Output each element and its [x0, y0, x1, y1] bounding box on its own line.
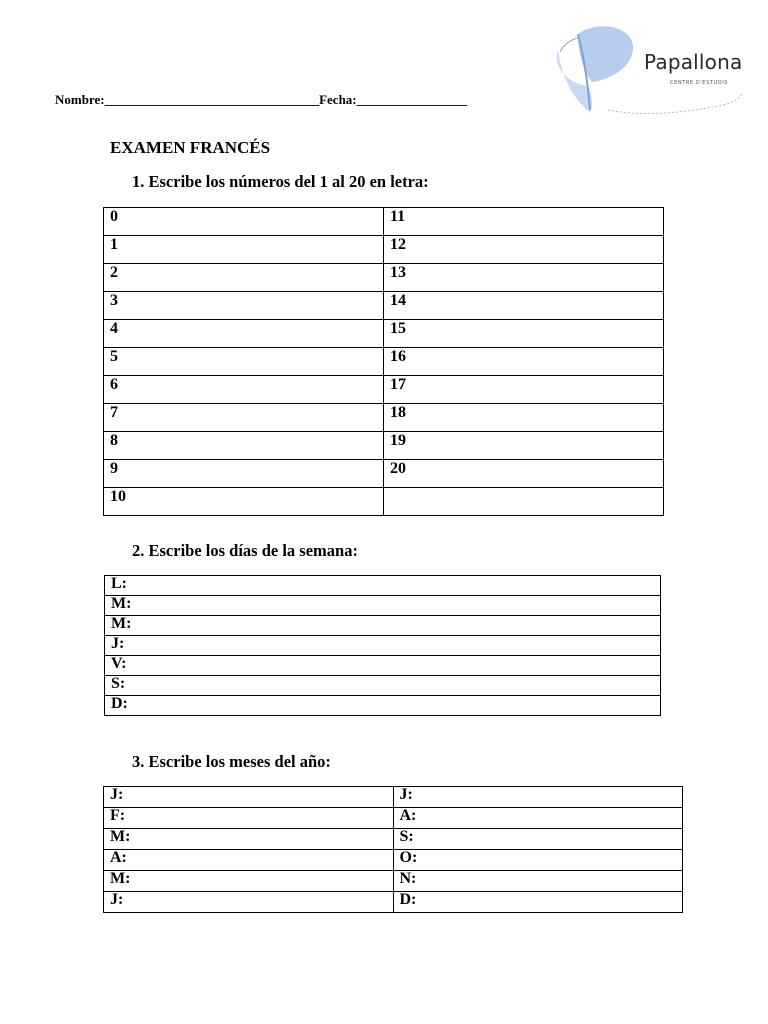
table-cell[interactable]: M: — [104, 829, 394, 850]
table-cell[interactable]: M: — [104, 871, 394, 892]
name-field[interactable]: _________________________________ — [104, 92, 320, 107]
table-cell[interactable]: J: — [105, 636, 661, 656]
logo-subtitle: CENTRE D'ESTUDIS — [670, 80, 729, 86]
numbers-table — [103, 207, 664, 516]
table-cell[interactable]: 1 — [104, 236, 384, 264]
table-cell[interactable]: O: — [393, 850, 683, 871]
table-cell[interactable]: F: — [104, 808, 394, 829]
table-cell[interactable]: M: — [105, 616, 661, 636]
table-cell[interactable]: 10 — [104, 488, 384, 516]
table-cell[interactable]: 5 — [104, 348, 384, 376]
table-row — [105, 656, 661, 676]
table-cell[interactable]: 2 — [104, 264, 384, 292]
date-field[interactable]: _________________ — [356, 92, 468, 107]
table-cell[interactable]: 3 — [104, 292, 384, 320]
table-row — [105, 696, 661, 716]
table-row — [104, 850, 683, 871]
table-row — [105, 676, 661, 696]
table-cell[interactable] — [384, 488, 664, 516]
table-row — [104, 829, 683, 850]
table-cell[interactable]: N: — [393, 871, 683, 892]
question-3-title: 3. Escribe los meses del año: — [132, 752, 331, 771]
table-cell[interactable]: S: — [105, 676, 661, 696]
table-cell[interactable]: 18 — [384, 404, 664, 432]
table-row — [104, 292, 664, 320]
table-cell[interactable]: V: — [105, 656, 661, 676]
table-row — [105, 596, 661, 616]
header-line — [55, 92, 467, 108]
table-cell[interactable]: A: — [393, 808, 683, 829]
table-cell[interactable]: 7 — [104, 404, 384, 432]
table-row — [104, 348, 664, 376]
logo-name: Papallona — [644, 50, 743, 74]
table-cell[interactable]: 0 — [104, 208, 384, 236]
table-cell[interactable]: L: — [105, 576, 661, 596]
table-cell[interactable]: J: — [104, 892, 394, 913]
question-2-title: 2. Escribe los días de la semana: — [132, 541, 358, 560]
table-row — [104, 892, 683, 913]
table-cell[interactable]: S: — [393, 829, 683, 850]
table-row — [104, 264, 664, 292]
table-cell[interactable]: J: — [393, 787, 683, 808]
table-row — [104, 236, 664, 264]
table-cell[interactable]: 4 — [104, 320, 384, 348]
table-row — [104, 871, 683, 892]
table-row — [104, 208, 664, 236]
table-cell[interactable]: 11 — [384, 208, 664, 236]
table-row — [105, 576, 661, 596]
table-cell[interactable]: 9 — [104, 460, 384, 488]
table-row — [105, 616, 661, 636]
table-cell[interactable]: A: — [104, 850, 394, 871]
table-row — [104, 460, 664, 488]
table-cell[interactable]: 19 — [384, 432, 664, 460]
table-row — [105, 636, 661, 656]
table-cell[interactable]: 6 — [104, 376, 384, 404]
table-cell[interactable]: 16 — [384, 348, 664, 376]
months-table — [103, 786, 683, 913]
question-1-title: 1. Escribe los números del 1 al 20 en letra: — [132, 172, 429, 191]
table-cell[interactable]: D: — [105, 696, 661, 716]
days-table — [104, 575, 661, 716]
page-title: EXAMEN FRANCÉS — [110, 138, 271, 157]
table-cell[interactable]: 20 — [384, 460, 664, 488]
table-cell[interactable]: D: — [393, 892, 683, 913]
table-cell[interactable]: M: — [105, 596, 661, 616]
table-cell[interactable]: 15 — [384, 320, 664, 348]
table-row — [104, 787, 683, 808]
table-row — [104, 488, 664, 516]
table-cell[interactable]: 13 — [384, 264, 664, 292]
table-cell[interactable]: 12 — [384, 236, 664, 264]
table-cell[interactable]: 17 — [384, 376, 664, 404]
table-row — [104, 376, 664, 404]
logo — [548, 22, 748, 117]
name-label: Nombre: — [55, 92, 105, 107]
table-row — [104, 808, 683, 829]
date-label: Fecha: — [319, 92, 357, 107]
table-row — [104, 320, 664, 348]
table-cell[interactable]: J: — [104, 787, 394, 808]
table-cell[interactable]: 14 — [384, 292, 664, 320]
table-row — [104, 404, 664, 432]
table-cell[interactable]: 8 — [104, 432, 384, 460]
table-row — [104, 432, 664, 460]
